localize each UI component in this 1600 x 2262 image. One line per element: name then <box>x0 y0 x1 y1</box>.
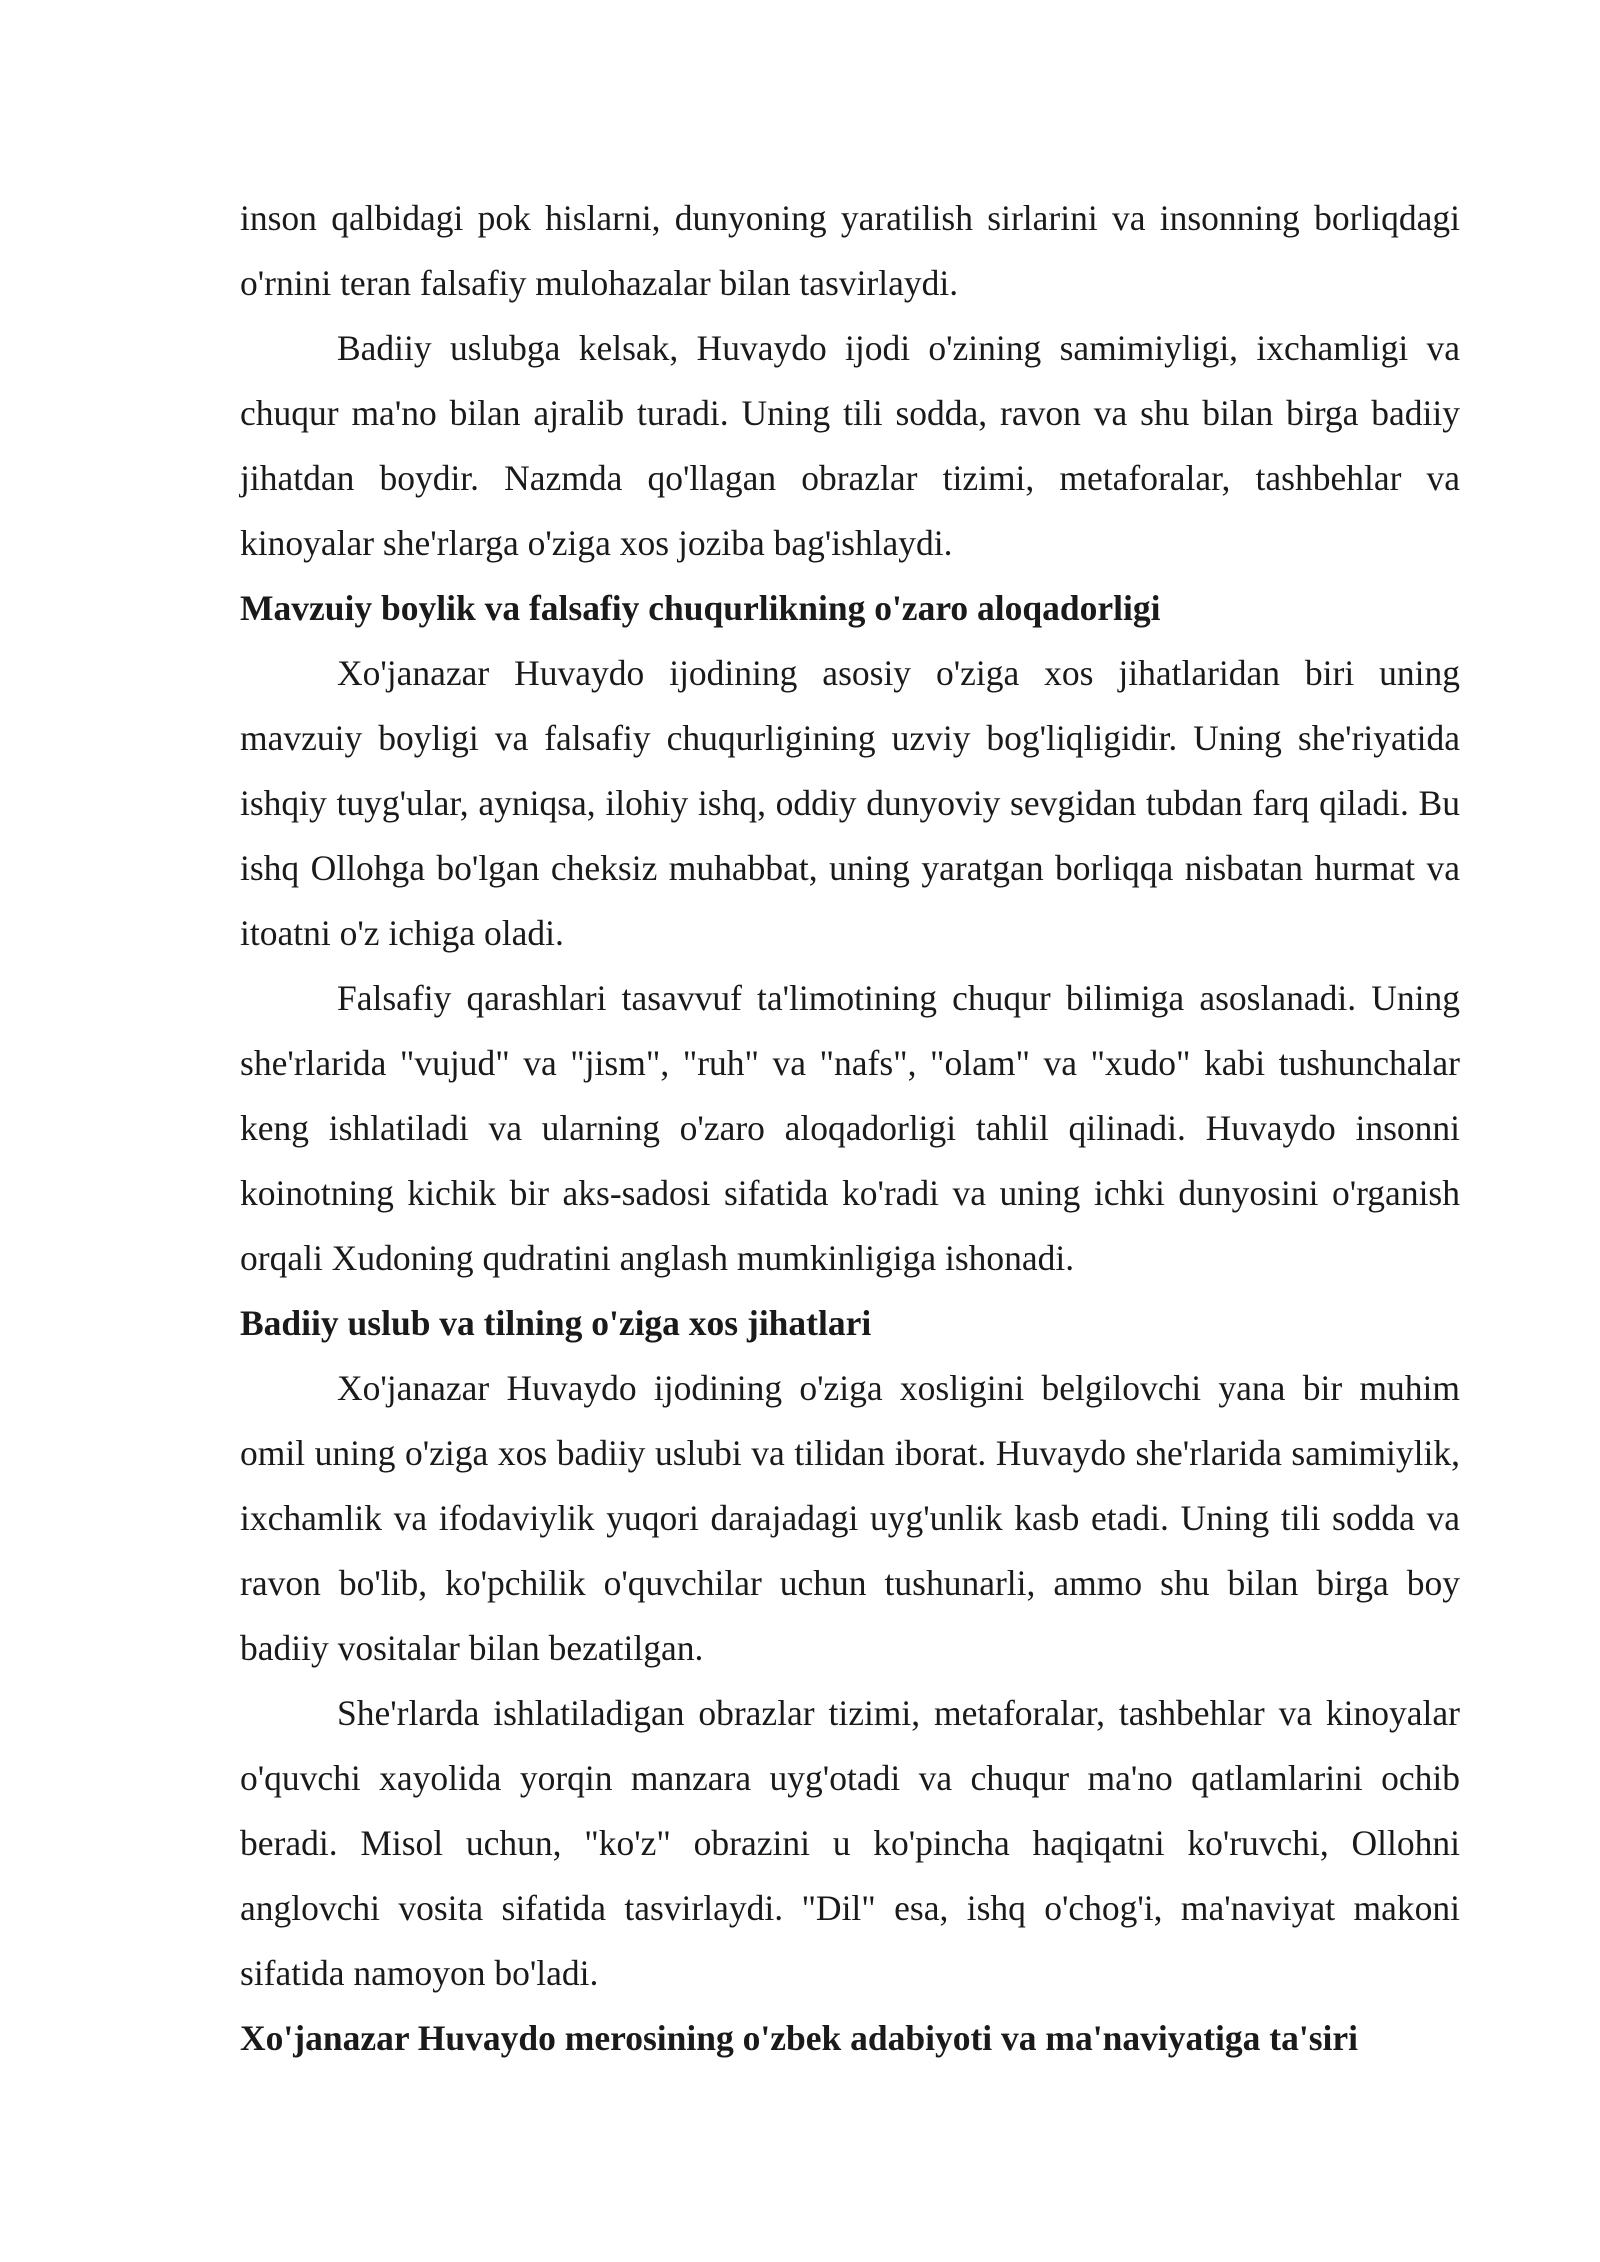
paragraph-style-overview: Badiiy uslubga kelsak, Huvaydo ijodi o'zining samimiyligi, ixchamligi va chuqur ma'no bilan ajralib turadi. Uning tili sodda, ravon va shu bilan birga badiiy jihatdan boydir. Nazmda qo'llagan obrazlar tizimi, metaforalar, tashbehlar va kinoyalar she'rlarga o'ziga xos joziba bag'ishlaydi. <box>240 328 1460 563</box>
section-heading-artistic-style: Badiiy uslub va tilning o'ziga xos jihatlari <box>240 1303 872 1343</box>
section-heading-legacy: Xo'janazar Huvaydo merosining o'zbek adabiyoti va ma'naviyatiga ta'siri <box>240 2018 1358 2058</box>
paragraph-style-and-language: Xo'janazar Huvaydo ijodining o'ziga xosligini belgilovchi yana bir muhim omil uning o'ziga xos badiiy uslubi va tilidan iborat. Huvaydo she'rlarida samimiylik, ixchamlik va ifodaviylik yuqori darajadagi uyg'unlik kasb etadi. Uning tili sodda va ravon bo'lib, ko'pchilik o'quvchilar uchun tushunarli, ammo shu bilan birga boy badiiy vositalar bilan bezatilgan. <box>240 1368 1460 1668</box>
paragraph-philosophical-views: Falsafiy qarashlari tasavvuf ta'limotining chuqur bilimiga asoslanadi. Uning she'rlarida "vujud" va "jism", "ruh" va "nafs", "olam" va "xudo" kabi tushunchalar keng ishlatiladi va ularning o'zaro aloqadorligi tahlil qilinadi. Huvaydo insonni koinotning kichik bir aks-sadosi sifatida ko'radi va uning ichki dunyosini o'rganish orqali Xudoning qudratini anglash mumkinligiga ishonadi. <box>240 978 1460 1278</box>
paragraph-imagery: She'rlarda ishlatiladigan obrazlar tizimi, metaforalar, tashbehlar va kinoyalar o'quvchi xayolida yorqin manzara uyg'otadi va chuqur ma'no qatlamlarini ochib beradi. Misol uchun, "ko'z" obrazini u ko'pincha haqiqatni ko'ruvchi, Ollohni anglovchi vosita sifatida tasvirlaydi. "Dil" esa, ishq o'chog'i, ma'naviyat makoni sifatida namoyon bo'ladi. <box>240 1693 1460 1993</box>
document-body <box>240 186 1460 2071</box>
section-heading-thematic-richness: Mavzuiy boylik va falsafiy chuqurlikning o'zaro aloqadorligi <box>240 588 1161 628</box>
paragraph-continuation: inson qalbidagi pok hislarni, dunyoning yaratilish sirlarini va insonning borliqdagi o'rnini teran falsafiy mulohazalar bilan tasvirlaydi. <box>240 198 1460 303</box>
paragraph-divine-love: Xo'janazar Huvaydo ijodining asosiy o'ziga xos jihatlaridan biri uning mavzuiy boyligi va falsafiy chuqurligining uzviy bog'liqligidir. Uning she'riyatida ishqiy tuyg'ular, ayniqsa, ilohiy ishq, oddiy dunyoviy sevgidan tubdan farq qiladi. Bu ishq Ollohga bo'lgan cheksiz muhabbat, uning yaratgan borliqqa nisbatan hurmat va itoatni o'z ichiga oladi. <box>240 653 1460 953</box>
